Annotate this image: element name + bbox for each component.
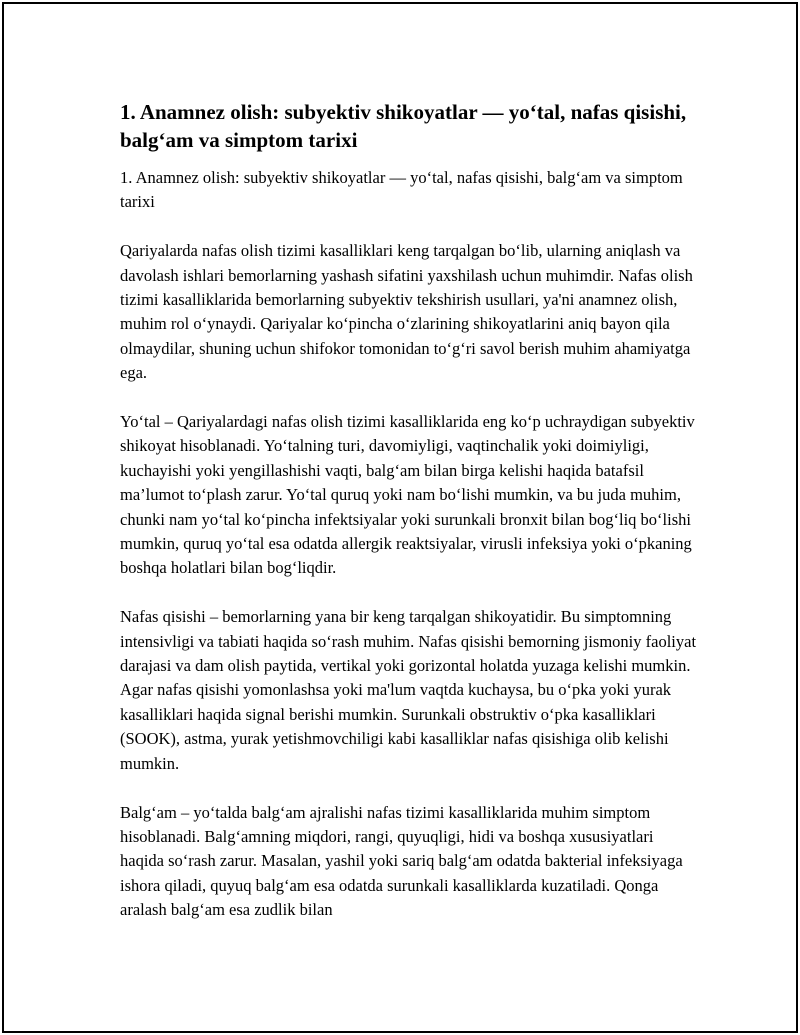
paragraph-shortness-of-breath: Nafas qisishi – bemorlarning yana bir keng tarqalgan shikoyatidir. Bu simptomning intensivligi va tabiati haqida so‘rash muhim. Nafas qisishi bemorning jismoniy faoliyat darajasi va dam olish paytida, vertikal yoki gorizontal holatda yuzaga kelishi mumkin. Agar nafas qisishi yomonlashsa yoki ma'lum vaqtda kuchaysa, bu o‘pka yoki yurak kasalliklari haqida signal berishi mumkin. Surunkali obstruktiv o‘pka kasalliklari (SOOK), astma, yurak yetishmovchiligi kabi kasalliklar nafas qisishiga olib kelishi mumkin. [120, 607, 697, 773]
paragraph-intro: Qariyalarda nafas olish tizimi kasalliklari keng tarqalgan bo‘lib, ularning aniqlash va davolash ishlari bemorlarning yashash sifatini yaxshilash uchun muhimdir. Nafas olish tizimi kasalliklarida bemorlarning subyektiv tekshirish usullari, ya'ni anamnez olish, muhim rol o‘ynaydi. Qariyalar ko‘pincha o‘zlarining shikoyatlarini aniq bayon qila olmaydilar, shuning uchun shifokor tomonidan to‘g‘ri savol berish muhim ahamiyatga ega. [120, 241, 693, 383]
paragraph-title-repeat: 1. Anamnez olish: subyektiv shikoyatlar — yo‘tal, nafas qisishi, balg‘am va simptom tarixi [120, 168, 683, 212]
paragraph-sputum: Balg‘am – yo‘talda balg‘am ajralishi nafas tizimi kasalliklarida muhim simptom hisoblanadi. Balg‘amning miqdori, rangi, quyuqligi, hidi va boshqa xususiyatlari haqida so‘rash zarur. Masalan, yashil yoki sariq balg‘am odatda bakterial infeksiyaga ishora qiladi, quyuq balg‘am esa odatda surunkali kasalliklarda kuzatiladi. Qonga aralash balg‘am esa zudlik bilan [120, 802, 683, 920]
document-body [120, 98, 700, 947]
section-heading: 1. Anamnez olish: subyektiv shikoyatlar — yo‘tal, nafas qisishi, balg‘am va simptom tarixi [120, 100, 687, 152]
document-page [2, 2, 798, 1033]
paragraph-cough: Yo‘tal – Qariyalardagi nafas olish tizimi kasalliklarida eng ko‘p uchraydigan subyektiv shikoyat hisoblanadi. Yo‘talning turi, davomiyligi, vaqtinchalik yoki doimiyligi, kuchayishi yoki yengillashishi vaqti, balg‘am bilan birga kelishi haqida batafsil ma’lumot to‘plash zarur. Yo‘tal quruq yoki nam bo‘lishi mumkin, va bu juda muhim, chunki nam yo‘tal ko‘pincha infektsiyalar yoki surunkali bronxit bilan bog‘liq bo‘lishi mumkin, quruq yo‘tal esa odatda allergik reaktsiyalar, virusli infeksiya yoki o‘pkaning boshqa holatlari bilan bog‘liqdir. [120, 412, 695, 578]
